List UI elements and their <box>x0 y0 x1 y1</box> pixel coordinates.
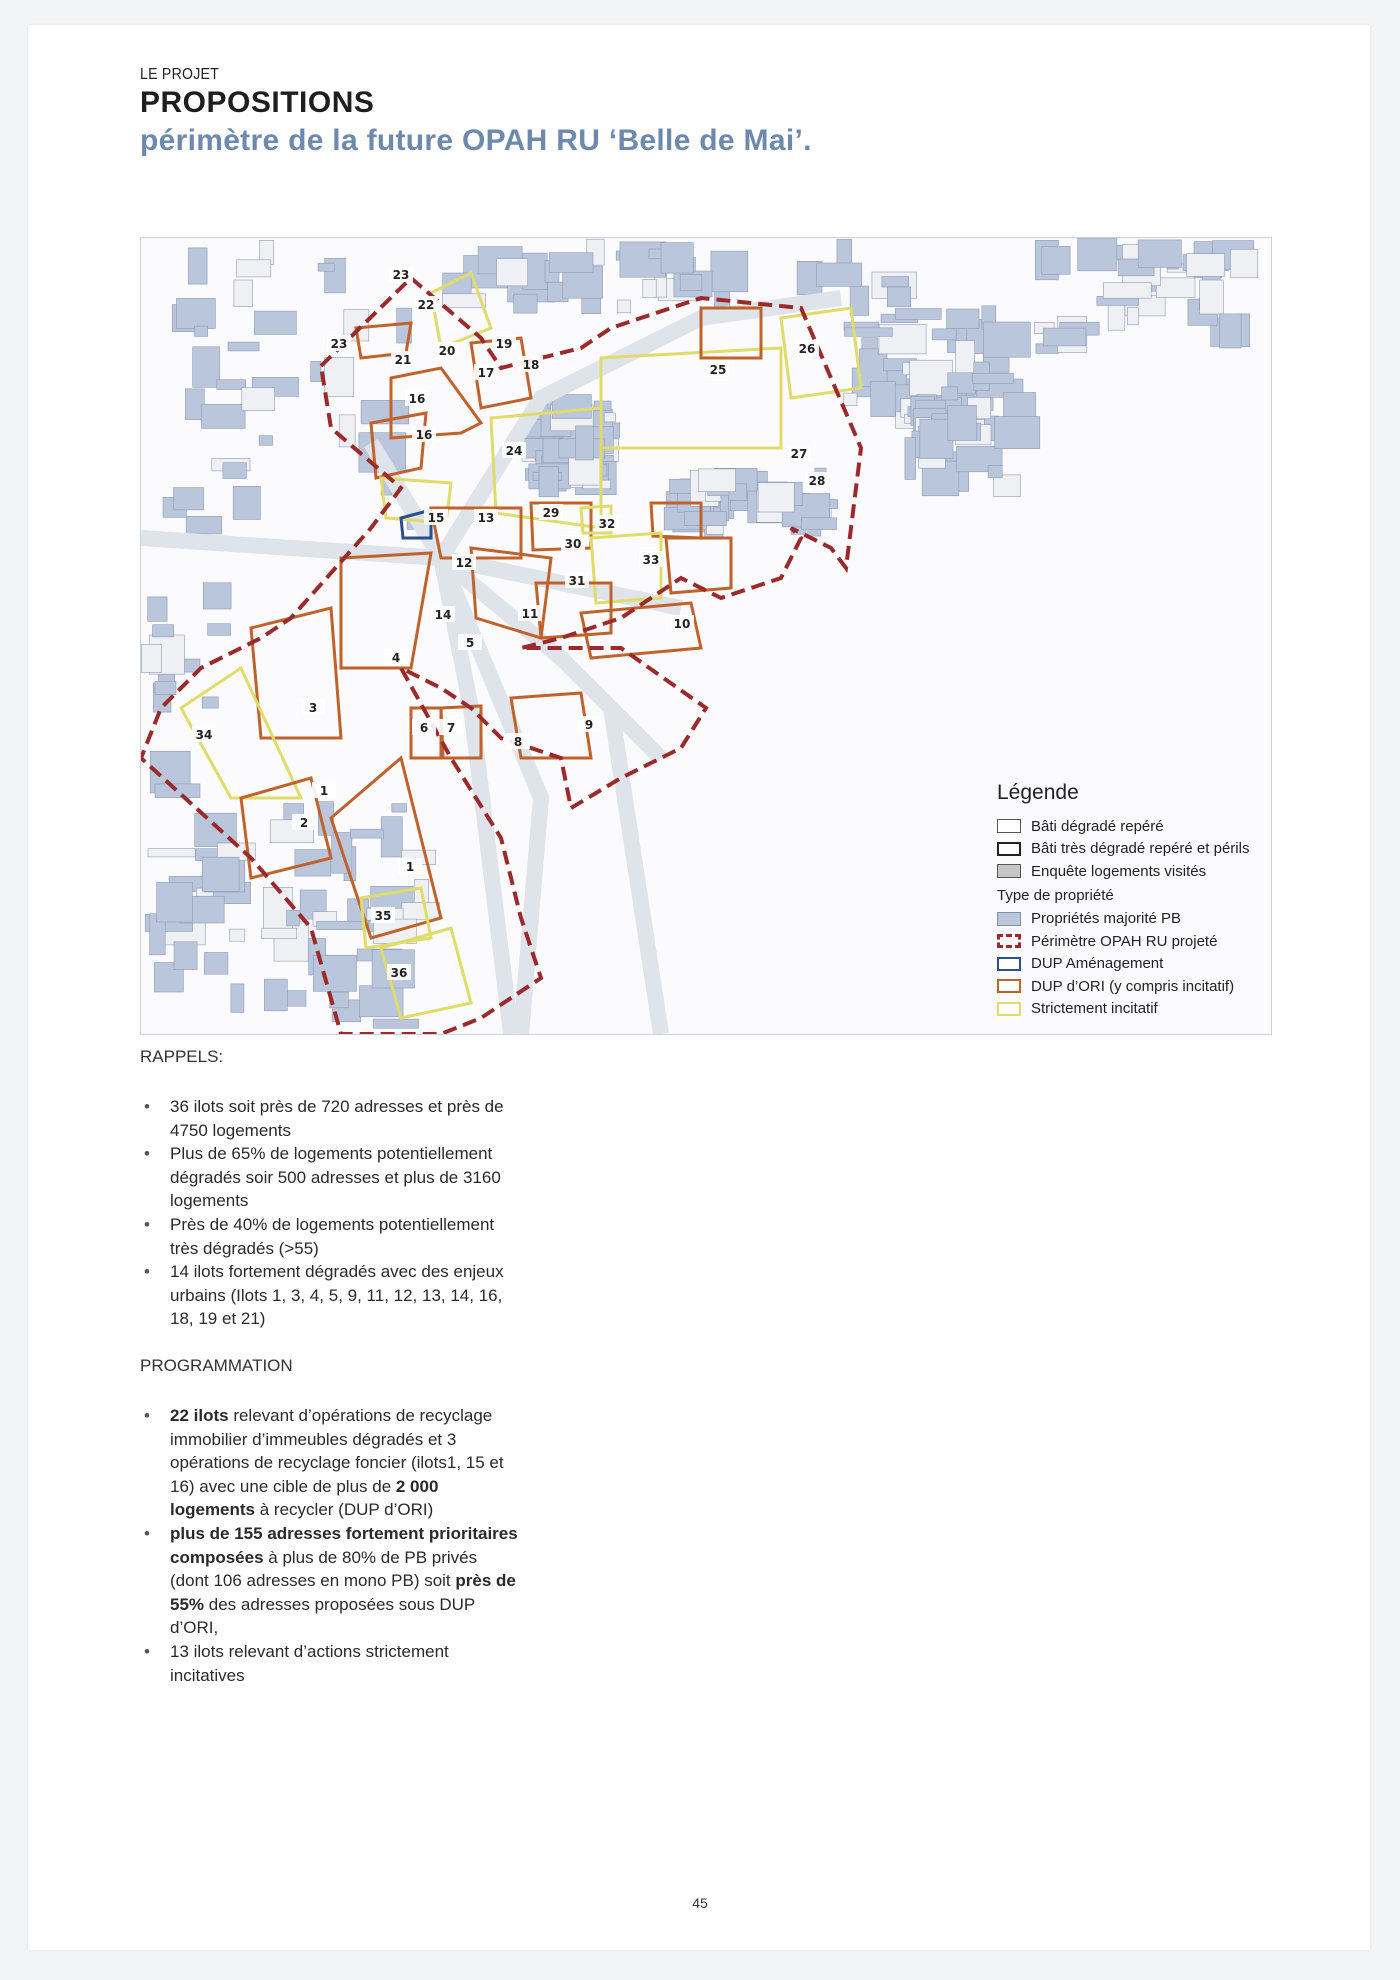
building-block <box>871 382 896 417</box>
legend-item-incitatif: Strictement incitatif <box>997 998 1267 1021</box>
list-item: • Près de 40% de logements potentiellement très dégradés (>55) <box>140 1213 520 1260</box>
building-block <box>373 1019 418 1028</box>
ilot-label: 34 <box>195 728 213 742</box>
building-block <box>177 298 216 328</box>
building-block <box>947 309 979 329</box>
building-block <box>237 260 271 277</box>
rappels-heading: RAPPELS: <box>140 1047 224 1066</box>
building-block <box>698 469 735 492</box>
thick-outline-box-icon <box>997 842 1021 856</box>
building-block <box>1138 240 1181 268</box>
building-block <box>1220 314 1242 348</box>
building-block <box>984 322 1031 357</box>
building-block <box>157 882 193 922</box>
legend-item-enquete: Enquête logements visités <box>997 860 1267 883</box>
building-block <box>988 465 1002 478</box>
building-block <box>845 328 893 337</box>
programmation-heading: PROGRAMMATION <box>140 1356 293 1375</box>
building-block <box>195 326 208 336</box>
ilot-label: 25 <box>709 363 727 377</box>
building-block <box>1200 280 1224 314</box>
building-block <box>843 393 857 406</box>
opah-ru-perimeter-map <box>140 237 1272 1035</box>
building-block <box>242 388 275 411</box>
building-block <box>254 311 296 334</box>
orange-outline-box-icon <box>997 979 1021 993</box>
building-block <box>932 329 956 340</box>
ilot-label: 2 <box>299 816 309 830</box>
ilot-label: 31 <box>568 574 586 588</box>
legend-item-bati-tres-degrade: Bâti très dégradé repéré et périls <box>997 838 1267 861</box>
ilot-label: 16 <box>415 428 433 442</box>
building-block <box>801 518 836 530</box>
legend-subheading: Type de propriété <box>997 886 1114 904</box>
list-item: • 13 ilots relevant d’actions strictement incitatives <box>140 1640 520 1687</box>
building-block <box>351 829 384 838</box>
building-block <box>230 929 245 941</box>
building-block <box>617 300 630 313</box>
ilot-label: 14 <box>434 608 452 622</box>
ilot-label: 11 <box>521 607 539 621</box>
building-block <box>339 415 355 447</box>
ilot-label: 10 <box>673 617 691 631</box>
building-block <box>995 417 1040 449</box>
building-block <box>311 361 321 381</box>
building-block <box>1043 328 1086 346</box>
blue-box-icon <box>997 912 1021 926</box>
ilot-label: 4 <box>391 651 401 665</box>
building-block <box>208 624 231 636</box>
ilot-label: 13 <box>477 511 495 525</box>
building-block <box>956 341 975 374</box>
list-item: • 14 ilots fortement dégradés avec des enjeux urbains (Ilots 1, 3, 4, 5, 9, 11, 12, 13, 14, 16, 18, 19 et 21) <box>140 1260 520 1331</box>
building-block <box>141 644 161 672</box>
building-block <box>1078 238 1117 271</box>
dashed-red-box-icon <box>997 934 1021 948</box>
building-block <box>148 849 195 857</box>
legend-item-perimetre: Périmètre OPAH RU projeté <box>997 930 1267 953</box>
building-block <box>153 625 174 637</box>
ilot-label: 23 <box>392 268 410 282</box>
building-block <box>402 903 440 920</box>
building-block <box>549 253 593 273</box>
building-block <box>680 274 702 290</box>
legend-item-proprietes-pb: Propriétés majorité PB <box>997 908 1267 931</box>
building-block <box>259 436 272 446</box>
building-block <box>1187 254 1225 277</box>
building-block <box>895 309 941 320</box>
ilot-label: 26 <box>798 342 816 356</box>
building-block <box>262 928 297 939</box>
building-block <box>202 697 218 708</box>
ilot-label: 36 <box>390 966 408 980</box>
building-block <box>882 277 909 288</box>
yellow-outline-box-icon <box>997 1002 1021 1016</box>
ilot-label: 19 <box>495 337 513 351</box>
ilot-label: 5 <box>465 636 475 650</box>
building-block <box>539 467 559 497</box>
ilot-label: 3 <box>308 701 318 715</box>
building-block <box>204 953 228 975</box>
building-block <box>381 817 402 857</box>
ilot-label: 27 <box>790 447 808 461</box>
list-item: • plus de 155 adresses fortement prioritaires composées à plus de 80% de PB privés (dont 106 adresses en mono PB) soit près de 55% des adresses proposées sous DUP d’ORI, <box>140 1522 520 1640</box>
building-block <box>264 979 287 1011</box>
building-block <box>994 475 1021 497</box>
building-block <box>1127 308 1138 325</box>
building-block <box>643 279 656 297</box>
ilot-label: 8 <box>513 735 523 749</box>
building-block <box>685 512 727 526</box>
building-block <box>317 921 364 929</box>
ilot-label: 15 <box>427 511 445 525</box>
building-block <box>948 405 977 440</box>
ilot-label: 23 <box>330 337 348 351</box>
building-block <box>186 516 222 534</box>
building-block <box>202 857 239 891</box>
building-block <box>174 942 197 970</box>
ilot-label: 17 <box>477 366 495 380</box>
ilot-label: 1 <box>319 784 329 798</box>
building-block <box>1042 246 1070 274</box>
building-block <box>1103 283 1151 299</box>
building-block <box>1231 249 1258 277</box>
legend-item-dup-amenagement: DUP Aménagement <box>997 953 1267 976</box>
ilot-label: 21 <box>394 353 412 367</box>
building-block <box>318 263 334 271</box>
building-block <box>942 387 958 400</box>
building-block <box>233 486 260 519</box>
building-block <box>202 404 246 428</box>
building-block <box>217 380 246 390</box>
section-kicker: LE PROJET <box>140 66 220 83</box>
building-block <box>817 263 862 286</box>
building-block <box>203 583 231 609</box>
ilot-label: 9 <box>584 718 594 732</box>
building-block <box>973 373 1014 383</box>
building-block <box>887 287 910 307</box>
ilot-label: 12 <box>455 556 473 570</box>
building-block <box>223 463 247 479</box>
ilot-label: 16 <box>408 392 426 406</box>
list-item: • Plus de 65% de logements potentiellement dégradés soir 500 adresses et plus de 3160 logements <box>140 1142 520 1213</box>
page-title: PROPOSITIONS <box>140 86 375 119</box>
building-block <box>174 488 204 510</box>
building-block <box>231 984 244 1013</box>
building-block <box>234 280 253 307</box>
building-block <box>325 358 354 397</box>
legend-item-dup-ori: DUP d’ORI (y compris incitatif) <box>997 975 1267 998</box>
ilot-label: 7 <box>446 721 456 735</box>
building-block <box>576 426 594 460</box>
thin-outline-box-icon <box>997 819 1021 833</box>
building-block <box>850 286 869 315</box>
blue-outline-box-icon <box>997 957 1021 971</box>
ilot-label: 20 <box>438 344 456 358</box>
list-item: • 22 ilots relevant d’opérations de recyclage immobilier d’immeubles dégradés et 3 opérations de recyclage foncier (ilots1, 15 et 16) avec une cible de plus de 2 000 logements à recycler (DUP d’ORI) <box>140 1404 520 1522</box>
ilot-label: 1 <box>405 860 415 874</box>
building-block <box>620 242 666 277</box>
building-block <box>497 259 528 286</box>
ilot-label: 6 <box>419 721 429 735</box>
building-block <box>1156 278 1195 298</box>
page-number: 45 <box>692 1895 708 1911</box>
ilot-label: 32 <box>598 517 616 531</box>
building-block <box>860 349 888 386</box>
ilot-label: 33 <box>642 553 660 567</box>
building-block <box>758 483 794 512</box>
building-block <box>392 804 407 813</box>
building-block <box>661 243 693 274</box>
ilot-label: 29 <box>542 506 560 520</box>
building-block <box>905 438 916 480</box>
ilot-label: 24 <box>505 444 523 458</box>
building-block <box>287 910 300 926</box>
building-block <box>193 347 220 388</box>
list-item: • 36 ilots soit près de 720 adresses et près de 4750 logements <box>140 1095 520 1142</box>
building-block <box>228 342 259 351</box>
building-block <box>711 251 748 292</box>
ilot-label: 28 <box>808 474 826 488</box>
building-block <box>604 413 615 422</box>
map-legend <box>997 781 1267 1020</box>
legend-item-bati-degrade: Bâti dégradé repéré <box>997 815 1267 838</box>
ilot-label: 30 <box>564 537 582 551</box>
ilot-label: 35 <box>374 909 392 923</box>
building-block <box>148 597 167 621</box>
grey-box-icon <box>997 864 1021 878</box>
legend-title: Légende <box>997 781 1079 804</box>
building-block <box>155 784 200 798</box>
ilot-label: 22 <box>417 298 435 312</box>
building-block <box>514 294 537 313</box>
building-block <box>188 248 207 284</box>
programmation-list <box>140 1404 520 1687</box>
page-subtitle: périmètre de la future OPAH RU ‘Belle de Mai’. <box>140 124 812 157</box>
rappels-list <box>140 1095 520 1331</box>
ilot-label: 18 <box>522 358 540 372</box>
building-block <box>155 681 176 694</box>
